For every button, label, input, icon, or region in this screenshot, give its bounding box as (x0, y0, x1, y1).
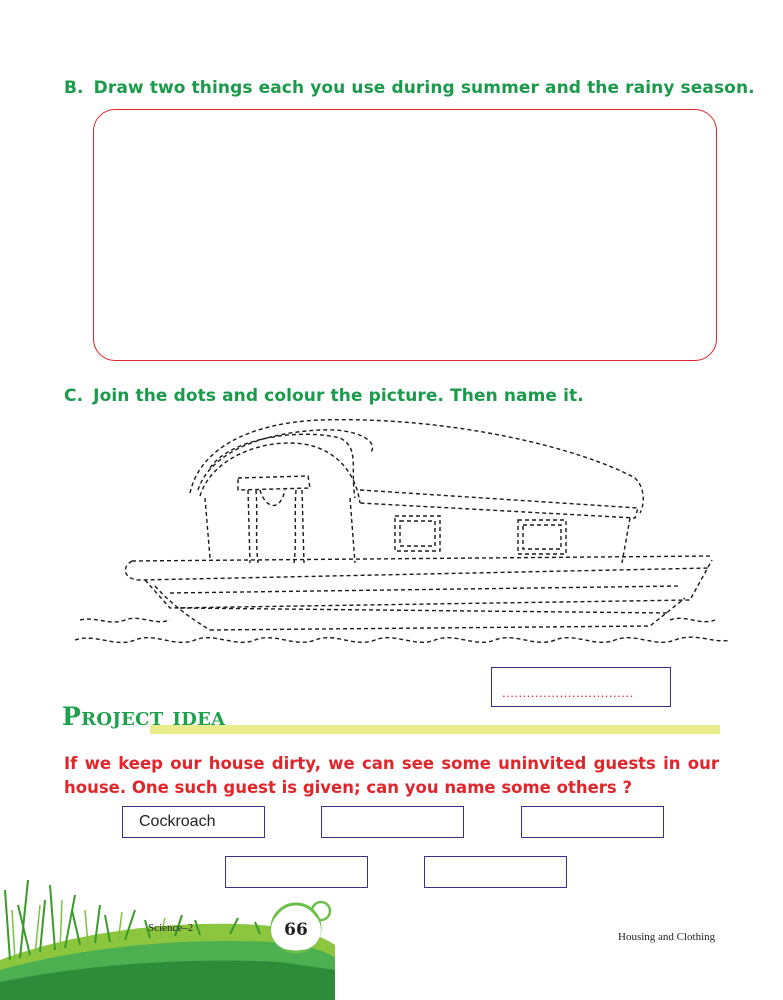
drawing-area[interactable] (93, 109, 717, 361)
question-b-number: B. (64, 78, 84, 98)
answer-box-2[interactable] (321, 806, 464, 838)
houseboat-dot-picture[interactable] (60, 408, 740, 658)
answer-box-3[interactable] (521, 806, 664, 838)
boat-name-answer-box[interactable] (491, 667, 671, 707)
page-number: 66 (271, 910, 321, 950)
question-c-number: C. (64, 386, 84, 406)
answer-blank: ................................ (502, 685, 634, 700)
question-c-text: Join the dots and colour the picture. Then name it. (93, 386, 584, 406)
chapter-name: Housing and Clothing (618, 931, 716, 943)
question-b-heading (64, 78, 755, 98)
answer-box-5[interactable] (424, 856, 567, 888)
question-c-heading (64, 386, 584, 406)
project-underline-bar (150, 725, 720, 734)
project-text: If we keep our house dirty, we can see some uninvited guests in our house. One such guest is given; can you name some others ? (64, 754, 719, 797)
question-b-text: Draw two things each you use during summer and the rainy season. (93, 78, 755, 98)
book-name: Science–2 (148, 922, 194, 934)
answer-box-1[interactable]: Cockroach (122, 806, 265, 838)
project-title: Project idea (62, 702, 226, 731)
